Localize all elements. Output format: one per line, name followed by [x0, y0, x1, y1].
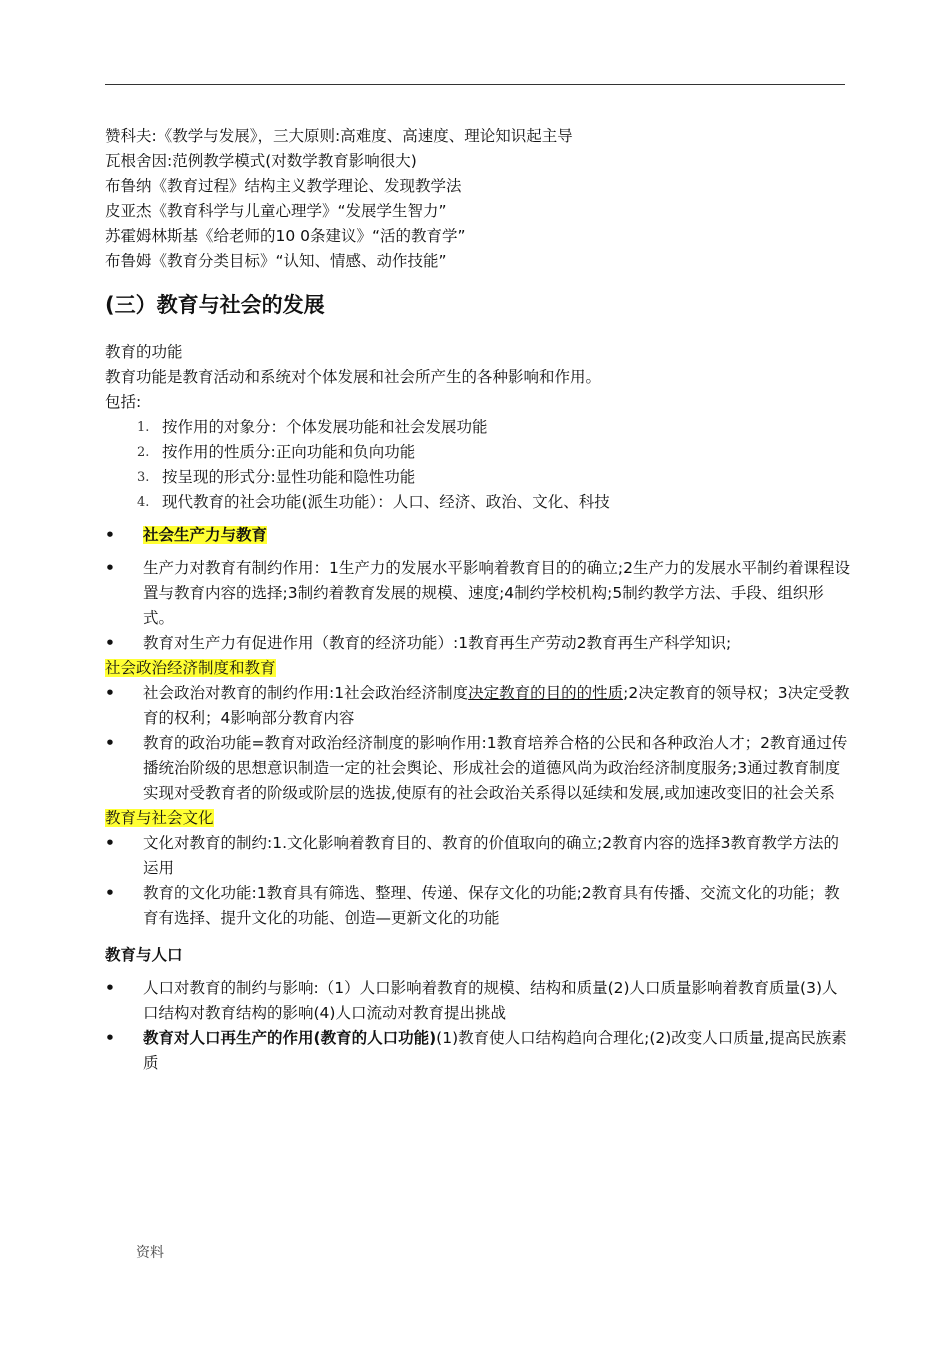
list-item-text: 人口对教育的制约与影响:（1）人口影响着教育的规模、结构和质量(2)人口质量影响着教育质量(3)人口结构对教育结构的影响(4)人口流动对教育提出挑战 [143, 979, 838, 1022]
bullet-icon: • [105, 834, 115, 852]
list-number: 1. [137, 420, 150, 435]
list-item [105, 631, 850, 656]
list-item-text: (1)教育使人口结构趋向合理化;(2)改变人口质量,提高民族素质 [143, 1029, 847, 1072]
function-numbered-list [105, 415, 850, 515]
list-item-text: 现代教育的社会功能(派生功能）：人口、经济、政治、文化、科技 [162, 493, 610, 511]
list-item [105, 731, 850, 806]
bullet-icon: • [105, 884, 115, 902]
header-rule [105, 84, 845, 85]
bullet-icon: • [105, 526, 115, 544]
list-item-text: 按作用的性质分:正向功能和负向功能 [162, 443, 416, 461]
intro-line: 皮亚杰《教育科学与儿童心理学》“发展学生智力” [105, 202, 447, 220]
list-number: 4. [137, 495, 150, 510]
population-items [105, 976, 850, 1076]
productivity-heading-item [105, 523, 850, 548]
list-item [105, 556, 850, 631]
page-footer: 资料 [136, 1245, 164, 1261]
document-body [105, 124, 850, 1076]
underlined-text: 决定教育的目的的性质 [468, 684, 624, 702]
bullet-icon: • [105, 979, 115, 997]
culture-items [105, 831, 850, 931]
productivity-heading: 社会生产力与教育 [143, 526, 268, 544]
list-item-text: 文化对教育的制约:1.文化影响着教育目的、教育的价值取向的确立;2教育内容的选择3教育教学方法的运用 [143, 834, 839, 877]
list-item-text: 按呈现的形式分:显性功能和隐性功能 [162, 468, 416, 486]
list-item-text: 社会政治对教育的制约作用:1社会政治经济制度 [143, 684, 469, 702]
bullet-icon: • [105, 684, 115, 702]
culture-heading: 教育与社会文化 [105, 809, 214, 827]
intro-line: 布鲁纳《教育过程》结构主义教学理论、发现教学法 [105, 177, 462, 195]
list-number: 2. [137, 445, 150, 460]
function-includes: 包括: [105, 393, 142, 411]
productivity-items [105, 556, 850, 656]
productivity-list [105, 523, 850, 548]
list-item [105, 976, 850, 1026]
politics-heading: 社会政治经济制度和教育 [105, 659, 276, 677]
bullet-icon: • [105, 734, 115, 752]
function-definition: 教育功能是教育活动和系统对个体发展和社会所产生的各种影响和作用。 [105, 368, 602, 386]
function-heading: 教育的功能 [105, 343, 183, 361]
list-item-text: 教育的文化功能:1教育具有筛选、整理、传递、保存文化的功能;2教育具有传播、交流文化的功能；教育有选择、提升文化的功能、创造—更新文化的功能 [143, 884, 840, 927]
section-title: (三）教育与社会的发展 [105, 293, 325, 317]
list-item [105, 465, 850, 490]
population-heading: 教育与人口 [105, 946, 183, 964]
bullet-icon: • [105, 559, 115, 577]
list-item-text: ;2决定教育的领导权；3决定受教育的权利；4影响部分教育内容 [143, 684, 850, 727]
list-item [105, 831, 850, 881]
list-number: 3. [137, 470, 150, 485]
list-item [105, 881, 850, 931]
list-item [105, 415, 850, 440]
list-item-text: 教育对生产力有促进作用（教育的经济功能）:1教育再生产劳动2教育再生产科学知识; [143, 634, 732, 652]
list-item [105, 681, 850, 731]
intro-line: 瓦根舍因:范例教学模式(对数学教育影响很大) [105, 152, 417, 170]
list-item-text: 教育的政治功能=教育对政治经济制度的影响作用:1教育培养合格的公民和各种政治人才；2教育通过传播统治阶级的思想意识制造一定的社会舆论、形成社会的道德风尚为政治经济制度服务;3通过教育制度实现对受教育者的阶级或阶层的选拔,使原有的社会政治关系得以延续和发展,或加速改变旧的社会关系 [143, 734, 848, 802]
bold-text: 教育对人口再生产的作用(教育的人口功能) [143, 1029, 437, 1047]
list-item [105, 1026, 850, 1076]
list-item-text: 按作用的对象分：个体发展功能和社会发展功能 [162, 418, 488, 436]
politics-items [105, 681, 850, 806]
intro-block [105, 124, 850, 274]
list-item [105, 440, 850, 465]
bullet-icon: • [105, 634, 115, 652]
list-item [105, 490, 850, 515]
intro-line: 苏霍姆林斯基《给老师的10 0条建议》“活的教育学” [105, 227, 466, 245]
intro-line: 赞科夫:《教学与发展》，三大原则:高难度、高速度、理论知识起主导 [105, 127, 573, 145]
bullet-icon: • [105, 1029, 115, 1047]
list-item-text: 生产力对教育有制约作用：1生产力的发展水平影响着教育目的的确立;2生产力的发展水平制约着课程设置与教育内容的选择;3制约着教育发展的规模、速度;4制约学校机构;5制约教学方法、手段、组织形式。 [143, 559, 850, 627]
intro-line: 布鲁姆《教育分类目标》“认知、情感、动作技能” [105, 252, 447, 270]
